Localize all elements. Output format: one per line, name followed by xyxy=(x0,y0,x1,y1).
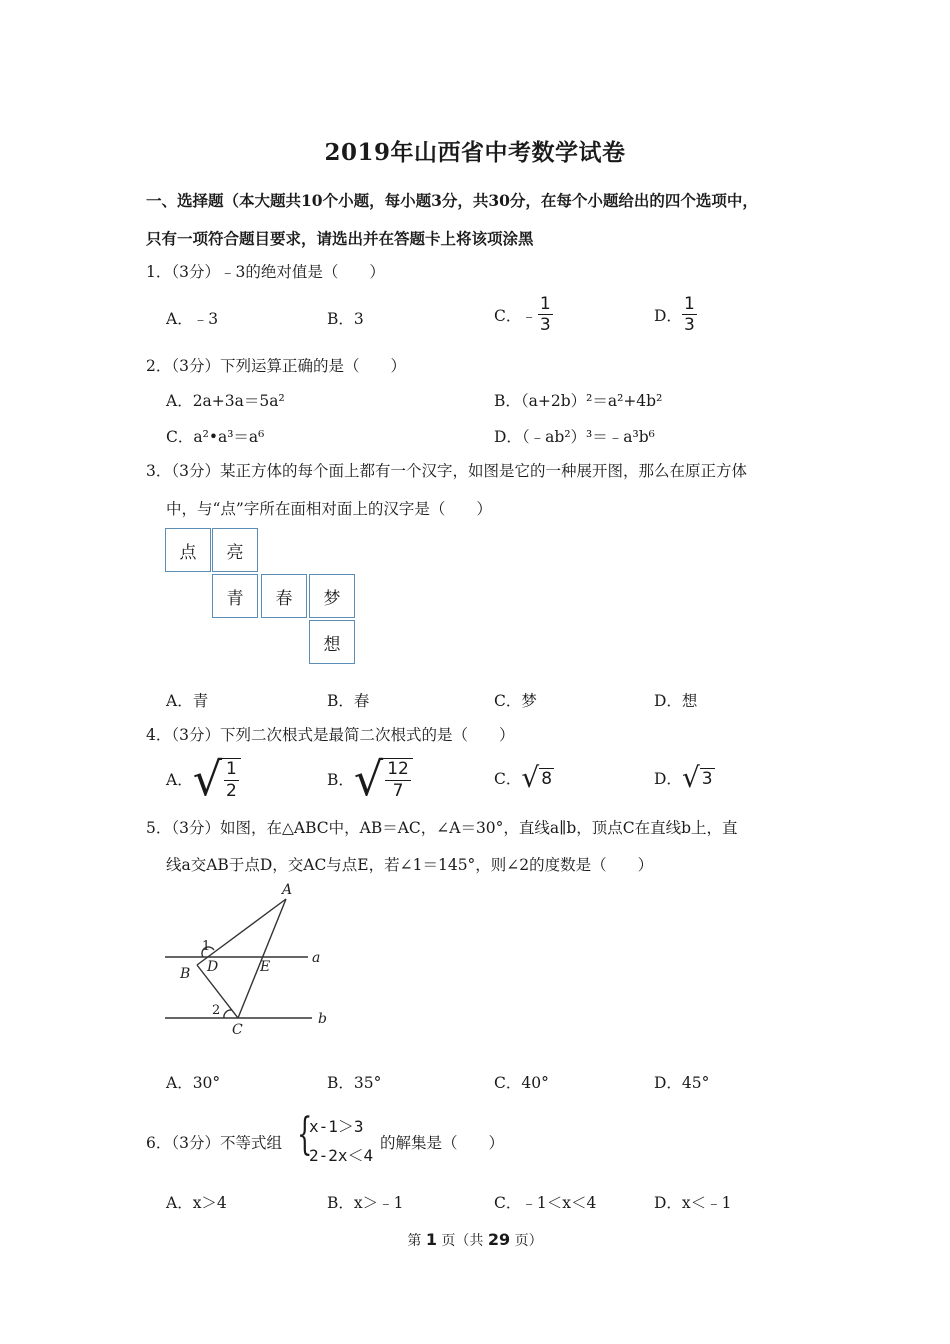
q4-b-radical xyxy=(353,752,413,806)
q1-option-a: A．﹣3 xyxy=(166,310,219,328)
q1-c-denominator: 3 xyxy=(539,315,551,335)
footer-middle: 页（共 xyxy=(436,1233,488,1249)
q3-option-d: D．想 xyxy=(654,692,698,710)
q1-option-d-label: D． xyxy=(654,307,682,325)
q1-c-numerator: 1 xyxy=(539,294,551,314)
q2-option-d: D．（﹣ab²）³＝﹣a³b⁶ xyxy=(494,428,655,446)
label-c-vertex: C xyxy=(232,1022,243,1038)
q5-option-d: D．45° xyxy=(654,1074,710,1092)
label-line-a: a xyxy=(312,950,321,966)
q4-a-radical xyxy=(192,752,241,806)
radical-sign-icon: √ xyxy=(353,752,384,806)
q4-a-numerator: 1 xyxy=(226,758,237,779)
footer-page-number: 1 xyxy=(425,1230,437,1249)
q1-option-c-sign: ﹣ xyxy=(521,307,537,325)
label-b-vertex: B xyxy=(180,966,191,982)
angle-2-arc xyxy=(224,1010,232,1018)
q1-option-c xyxy=(494,296,553,334)
question-5-stem-line2: 线a交AB于点D，交AC与点E，若∠1＝145°，则∠2的度数是（ ） xyxy=(166,856,654,874)
q2-option-b: B．（a+2b）²＝a²+4b² xyxy=(494,392,663,410)
q1-d-denominator: 3 xyxy=(683,315,695,335)
label-a-vertex: A xyxy=(282,882,293,898)
q3-option-b: B．春 xyxy=(327,692,370,710)
q1-option-b: B．3 xyxy=(327,310,364,328)
q2-option-c: C．a²•a³＝a⁶ xyxy=(166,428,265,446)
page-title: 2019年山西省中考数学试卷 xyxy=(324,139,626,166)
q1-option-d-fraction xyxy=(682,296,697,334)
q4-d-radical xyxy=(681,761,715,794)
q4-option-a xyxy=(166,752,241,806)
label-angle-1: 1 xyxy=(202,939,211,954)
cube-face-qing: 青 xyxy=(212,574,258,618)
q1-d-numerator: 1 xyxy=(683,294,695,314)
page-footer xyxy=(0,1230,950,1250)
label-e-point: E xyxy=(260,959,271,975)
q6-inequality-1: x-1＞3 xyxy=(309,1117,364,1136)
cube-face-xiang: 想 xyxy=(309,620,355,664)
radical-sign-icon: √ xyxy=(521,761,540,794)
footer-suffix: 页） xyxy=(510,1233,543,1249)
question-3-stem-line2: 中，与“点”字所在面相对面上的汉字是（ ） xyxy=(166,500,492,518)
q6-inequality-2: 2-2x＜4 xyxy=(309,1146,374,1165)
q4-a-fraction xyxy=(222,758,241,801)
q4-option-c xyxy=(494,761,554,794)
q6-option-b: B．x＞﹣1 xyxy=(327,1194,404,1212)
q4-option-c-label: C． xyxy=(494,770,522,788)
q6-option-d: D．x＜﹣1 xyxy=(654,1194,732,1212)
label-d-point: D xyxy=(207,959,219,975)
question-4-stem: 4．（3分）下列二次根式是最简二次根式的是（ ） xyxy=(146,726,515,744)
q4-b-fraction xyxy=(383,758,413,801)
q4-b-denominator: 7 xyxy=(392,780,404,801)
q4-option-d-label: D． xyxy=(654,770,682,788)
q1-option-c-label: C． xyxy=(494,307,522,325)
q3-option-c: C．梦 xyxy=(494,692,537,710)
q4-option-a-label: A． xyxy=(166,771,193,789)
label-angle-2: 2 xyxy=(212,1003,221,1018)
cube-face-dian: 点 xyxy=(165,528,211,572)
question-3-stem-line1: 3．（3分）某正方体的每个面上都有一个汉字，如图是它的一种展开图，那么在原正方体 xyxy=(146,462,747,480)
q4-d-radicand: 3 xyxy=(701,768,713,789)
q4-c-radical xyxy=(521,761,554,794)
cube-face-meng: 梦 xyxy=(309,574,355,618)
q1-option-c-fraction xyxy=(538,296,553,334)
q4-option-b xyxy=(327,752,413,806)
triangle-parallel-lines-figure xyxy=(160,878,340,1043)
q4-option-b-label: B． xyxy=(327,771,354,789)
q6-option-a: A．x＞4 xyxy=(166,1194,227,1212)
q5-option-b: B．35° xyxy=(327,1074,382,1092)
question-5-stem-line1: 5．（3分）如图，在△ABC中，AB＝AC，∠A＝30°，直线a∥b，顶点C在直线b上，直 xyxy=(146,819,738,837)
question-6-prefix: 6．（3分）不等式组 xyxy=(146,1134,282,1152)
footer-total-pages: 29 xyxy=(487,1230,511,1249)
question-6-suffix: 的解集是（ ） xyxy=(380,1134,505,1152)
q4-option-d xyxy=(654,761,715,794)
q2-option-a: A．2a+3a＝5a² xyxy=(166,392,285,410)
q1-option-d xyxy=(654,296,697,334)
radical-sign-icon: √ xyxy=(681,761,700,794)
question-1-stem: 1．（3分）﹣3的绝对值是（ ） xyxy=(146,263,385,281)
cube-face-liang: 亮 xyxy=(212,528,258,572)
footer-prefix: 第 xyxy=(407,1233,426,1249)
q5-option-a: A．30° xyxy=(166,1074,221,1092)
cube-face-chun: 春 xyxy=(261,574,307,618)
q5-option-c: C．40° xyxy=(494,1074,549,1092)
q6-option-c: C．﹣1＜x＜4 xyxy=(494,1194,597,1212)
section-heading-line1: 一、选择题（本大题共10个小题，每小题3分，共30分，在每个小题给出的四个选项中， xyxy=(146,191,758,210)
q3-option-a: A．青 xyxy=(166,692,209,710)
q4-a-denominator: 2 xyxy=(226,780,237,801)
brace-icon: { xyxy=(297,1109,313,1160)
q4-b-numerator: 12 xyxy=(387,758,409,779)
question-2-stem: 2．（3分）下列运算正确的是（ ） xyxy=(146,357,406,375)
q4-c-radicand: 8 xyxy=(541,768,553,789)
section-heading-line2: 只有一项符合题目要求，请选出并在答题卡上将该项涂黑 xyxy=(146,229,534,248)
label-line-b: b xyxy=(318,1011,327,1027)
radical-sign-icon: √ xyxy=(192,752,223,806)
